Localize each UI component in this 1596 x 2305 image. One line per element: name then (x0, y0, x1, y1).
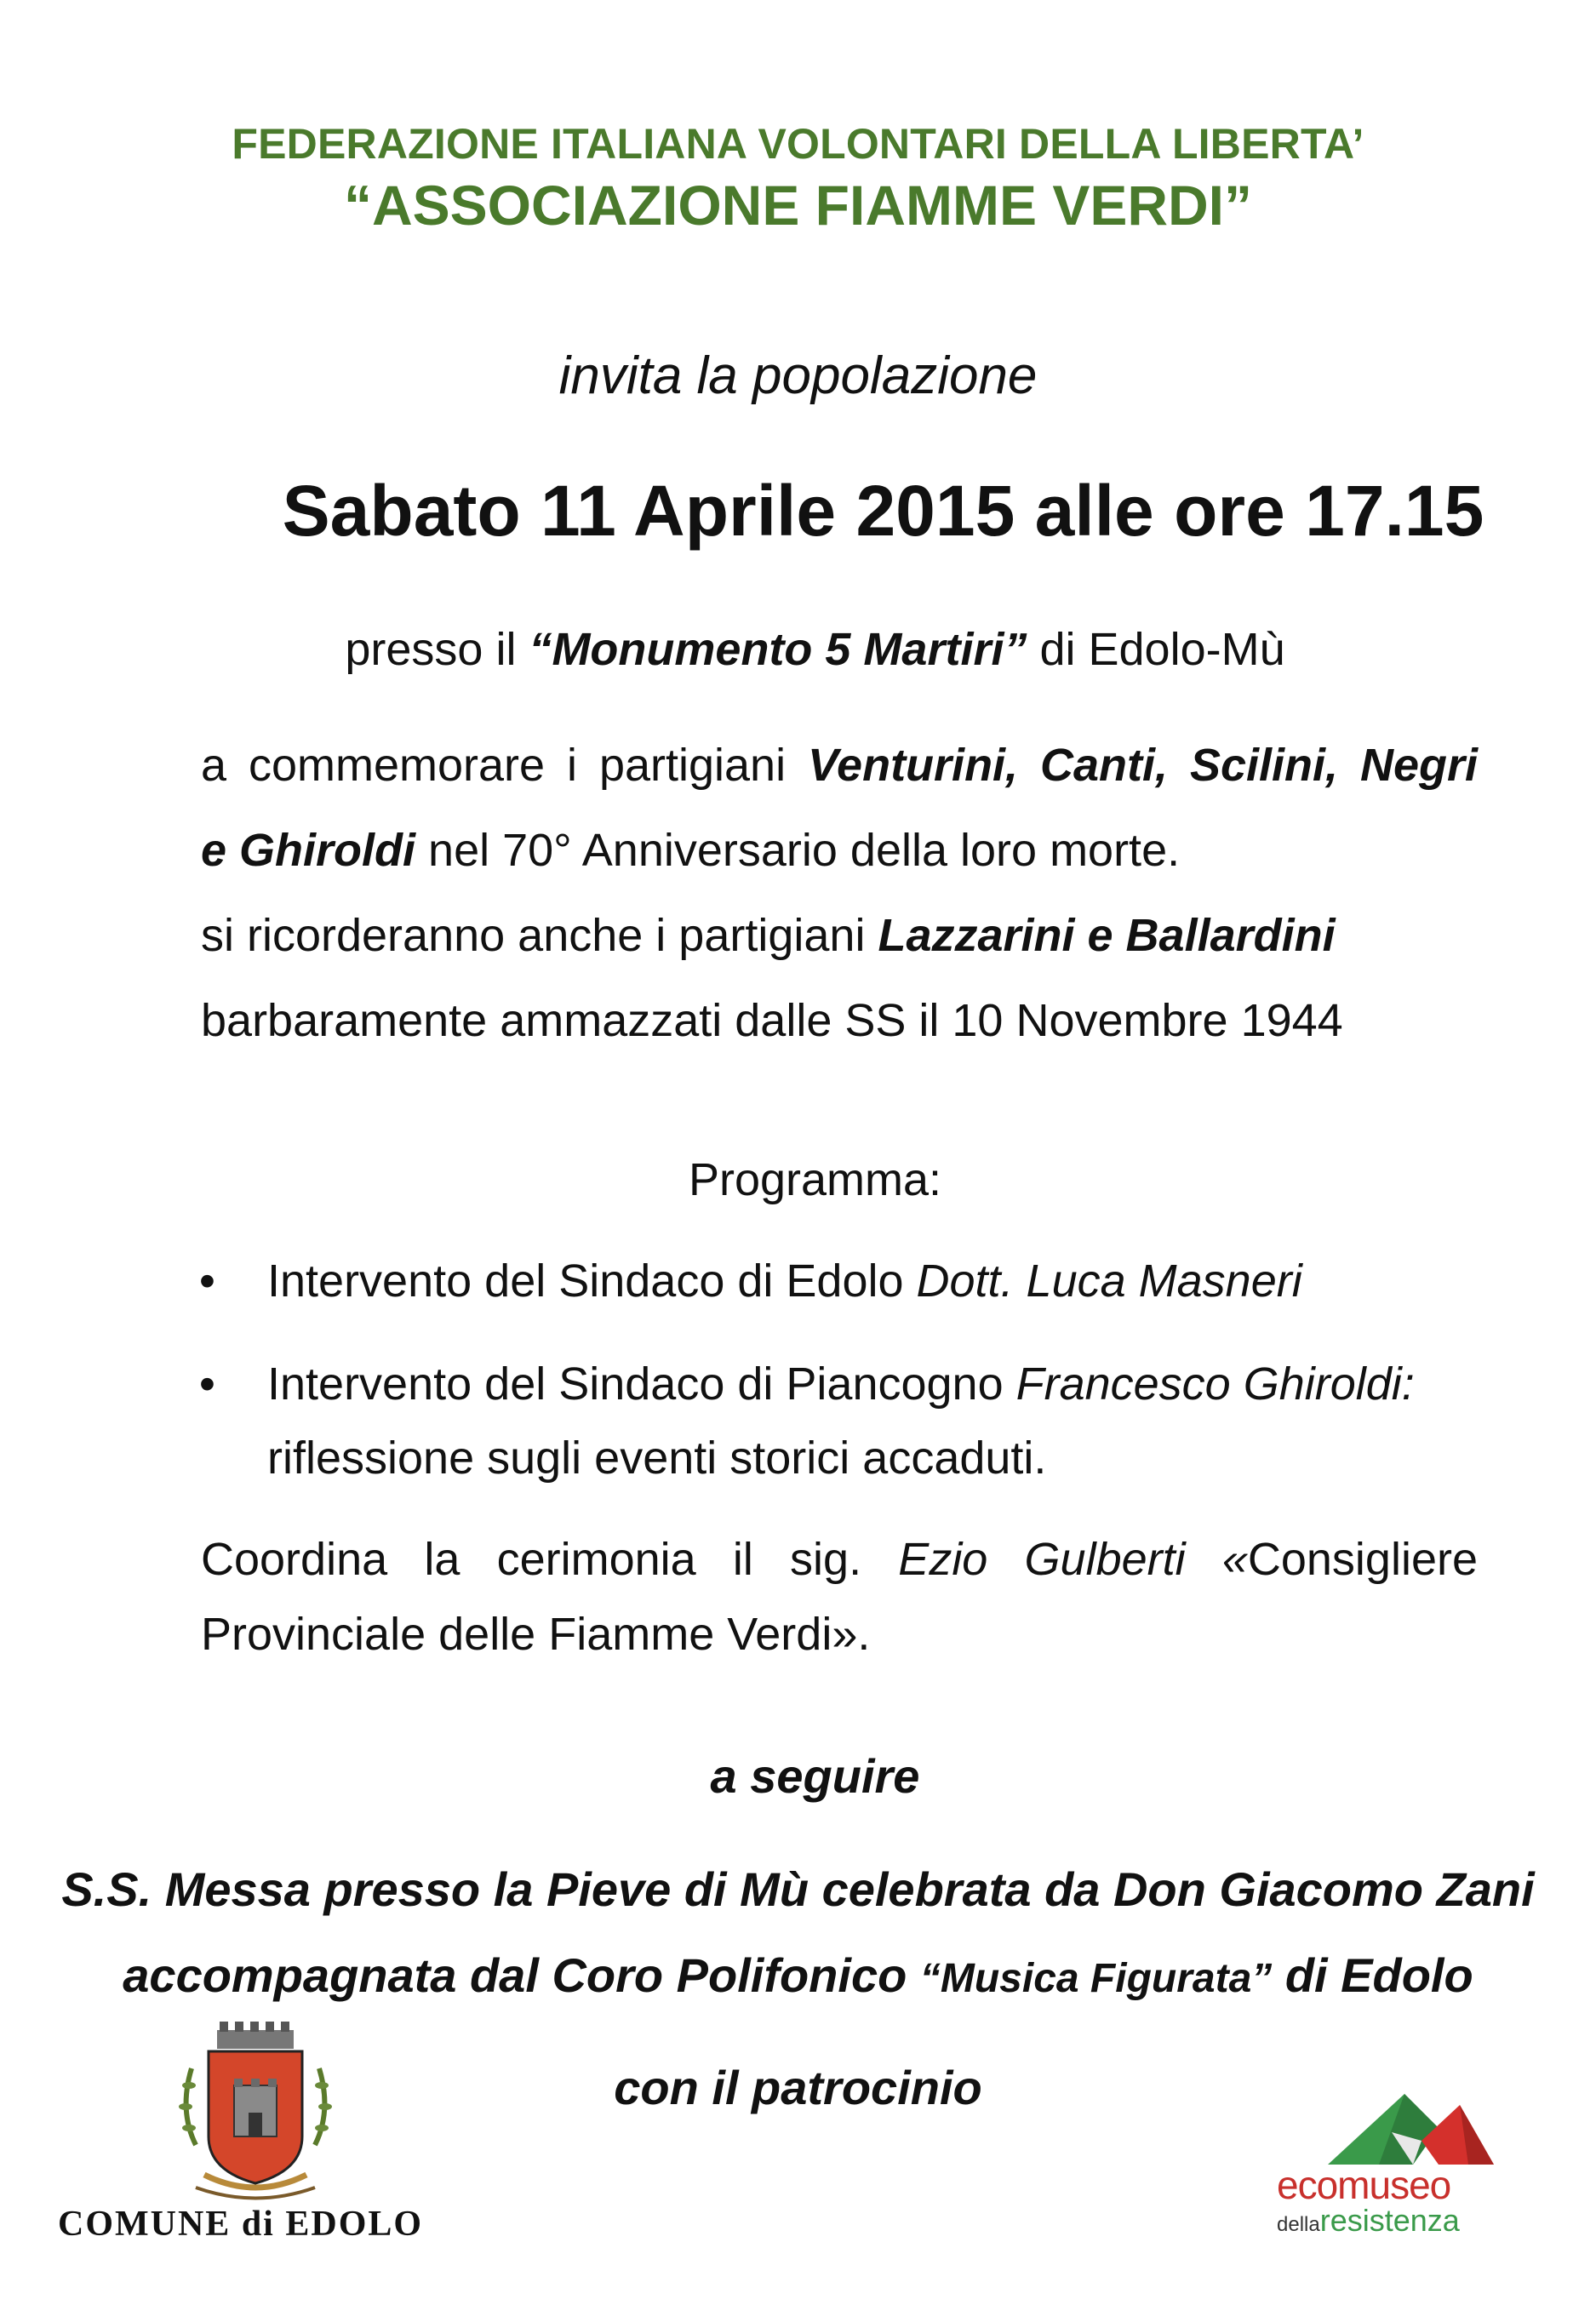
remembrance-prefix: si ricorderanno anche i partigiani (201, 910, 878, 961)
invitation-text: invita la popolazione (558, 346, 1038, 405)
commemoration-line-3 (201, 909, 1336, 962)
commemoration-line-1 (201, 739, 1478, 792)
commemoration-line-4: barbaramente ammazzati dalle SS il 10 Novembre 1944 (201, 995, 1343, 1046)
program-item-1-person: Dott. Luca Masneri (916, 1255, 1302, 1307)
coordinator-line-1 (201, 1533, 1478, 1586)
partisan-names-1: Venturini, Canti, Scilini, Negri (808, 740, 1478, 791)
program-item-2-prefix: Intervento del Sindaco di Piancogno (267, 1358, 1016, 1410)
program-item-2 (267, 1358, 1415, 1410)
following-label: a seguire (710, 1749, 920, 1803)
location-prefix: presso il (345, 624, 529, 675)
choir-name: “Musica Figurata” (919, 1956, 1273, 2001)
ecomuseo-resistenza: resistenza (1319, 2203, 1460, 2238)
anniversary-text: nel 70° Anniversario della loro morte. (415, 825, 1181, 876)
mass-text: S.S. Messa presso la Pieve di Mù celebrata da Don Giacomo Zani (61, 1862, 1535, 1916)
program-title: Programma: (688, 1154, 942, 1205)
commemoration-line-2 (201, 824, 1180, 877)
choir-suffix: di Edolo (1272, 1948, 1473, 2002)
program-item-1-prefix: Intervento del Sindaco di Edolo (267, 1255, 917, 1307)
program-item-2-continuation: riflessione sugli eventi storici accaduti. (267, 1433, 1047, 1484)
ecomuseo-sub-text (1277, 2203, 1532, 2239)
partisan-names-3: Lazzarini e Ballardini (878, 910, 1336, 961)
program-item-1 (267, 1255, 1302, 1307)
location-suffix: di Edolo-Mù (1027, 624, 1285, 675)
choir-prefix: accompagnata dal Coro Polifonico (123, 1948, 920, 2002)
coordinator-prefix: Coordina la cerimonia il sig. (201, 1534, 899, 1585)
ecomuseo-main-text: ecomuseo (1277, 2163, 1451, 2207)
ecomuseo-mountain-icon (1311, 2090, 1498, 2166)
ecomuseo-wordmark (1277, 2162, 1532, 2239)
event-date: Sabato 11 Aprile 2015 alle ore 17.15 (282, 471, 1484, 551)
association-title: “ASSOCIAZIONE FIAMME VERDI” (343, 174, 1253, 237)
ecomuseo-della: della (1277, 2213, 1320, 2236)
coordinator-name: Ezio Gulberti « (898, 1534, 1248, 1585)
event-location (17, 623, 1596, 676)
program-item-2-person: Francesco Ghiroldi: (1015, 1358, 1415, 1410)
coordinator-role-start: Consigliere (1247, 1534, 1478, 1585)
bullet-icon: • (199, 1255, 215, 1307)
federation-title: FEDERAZIONE ITALIANA VOLONTARI DELLA LIBERTA’ (232, 120, 1364, 168)
coordinator-line-2: Provinciale delle Fiamme Verdi». (201, 1609, 871, 1660)
patronage-text: con il patrocinio (614, 2061, 982, 2114)
bullet-icon: • (199, 1358, 215, 1410)
commemoration-prefix: a commemorare i partigiani (201, 740, 809, 791)
choir-text (0, 1948, 1596, 2003)
location-place: “Monumento 5 Martiri” (529, 624, 1027, 675)
comune-label: COMUNE di EDOLO (58, 2205, 424, 2244)
partisan-names-2: e Ghiroldi (201, 825, 416, 876)
comune-crest-icon (170, 2017, 340, 2213)
